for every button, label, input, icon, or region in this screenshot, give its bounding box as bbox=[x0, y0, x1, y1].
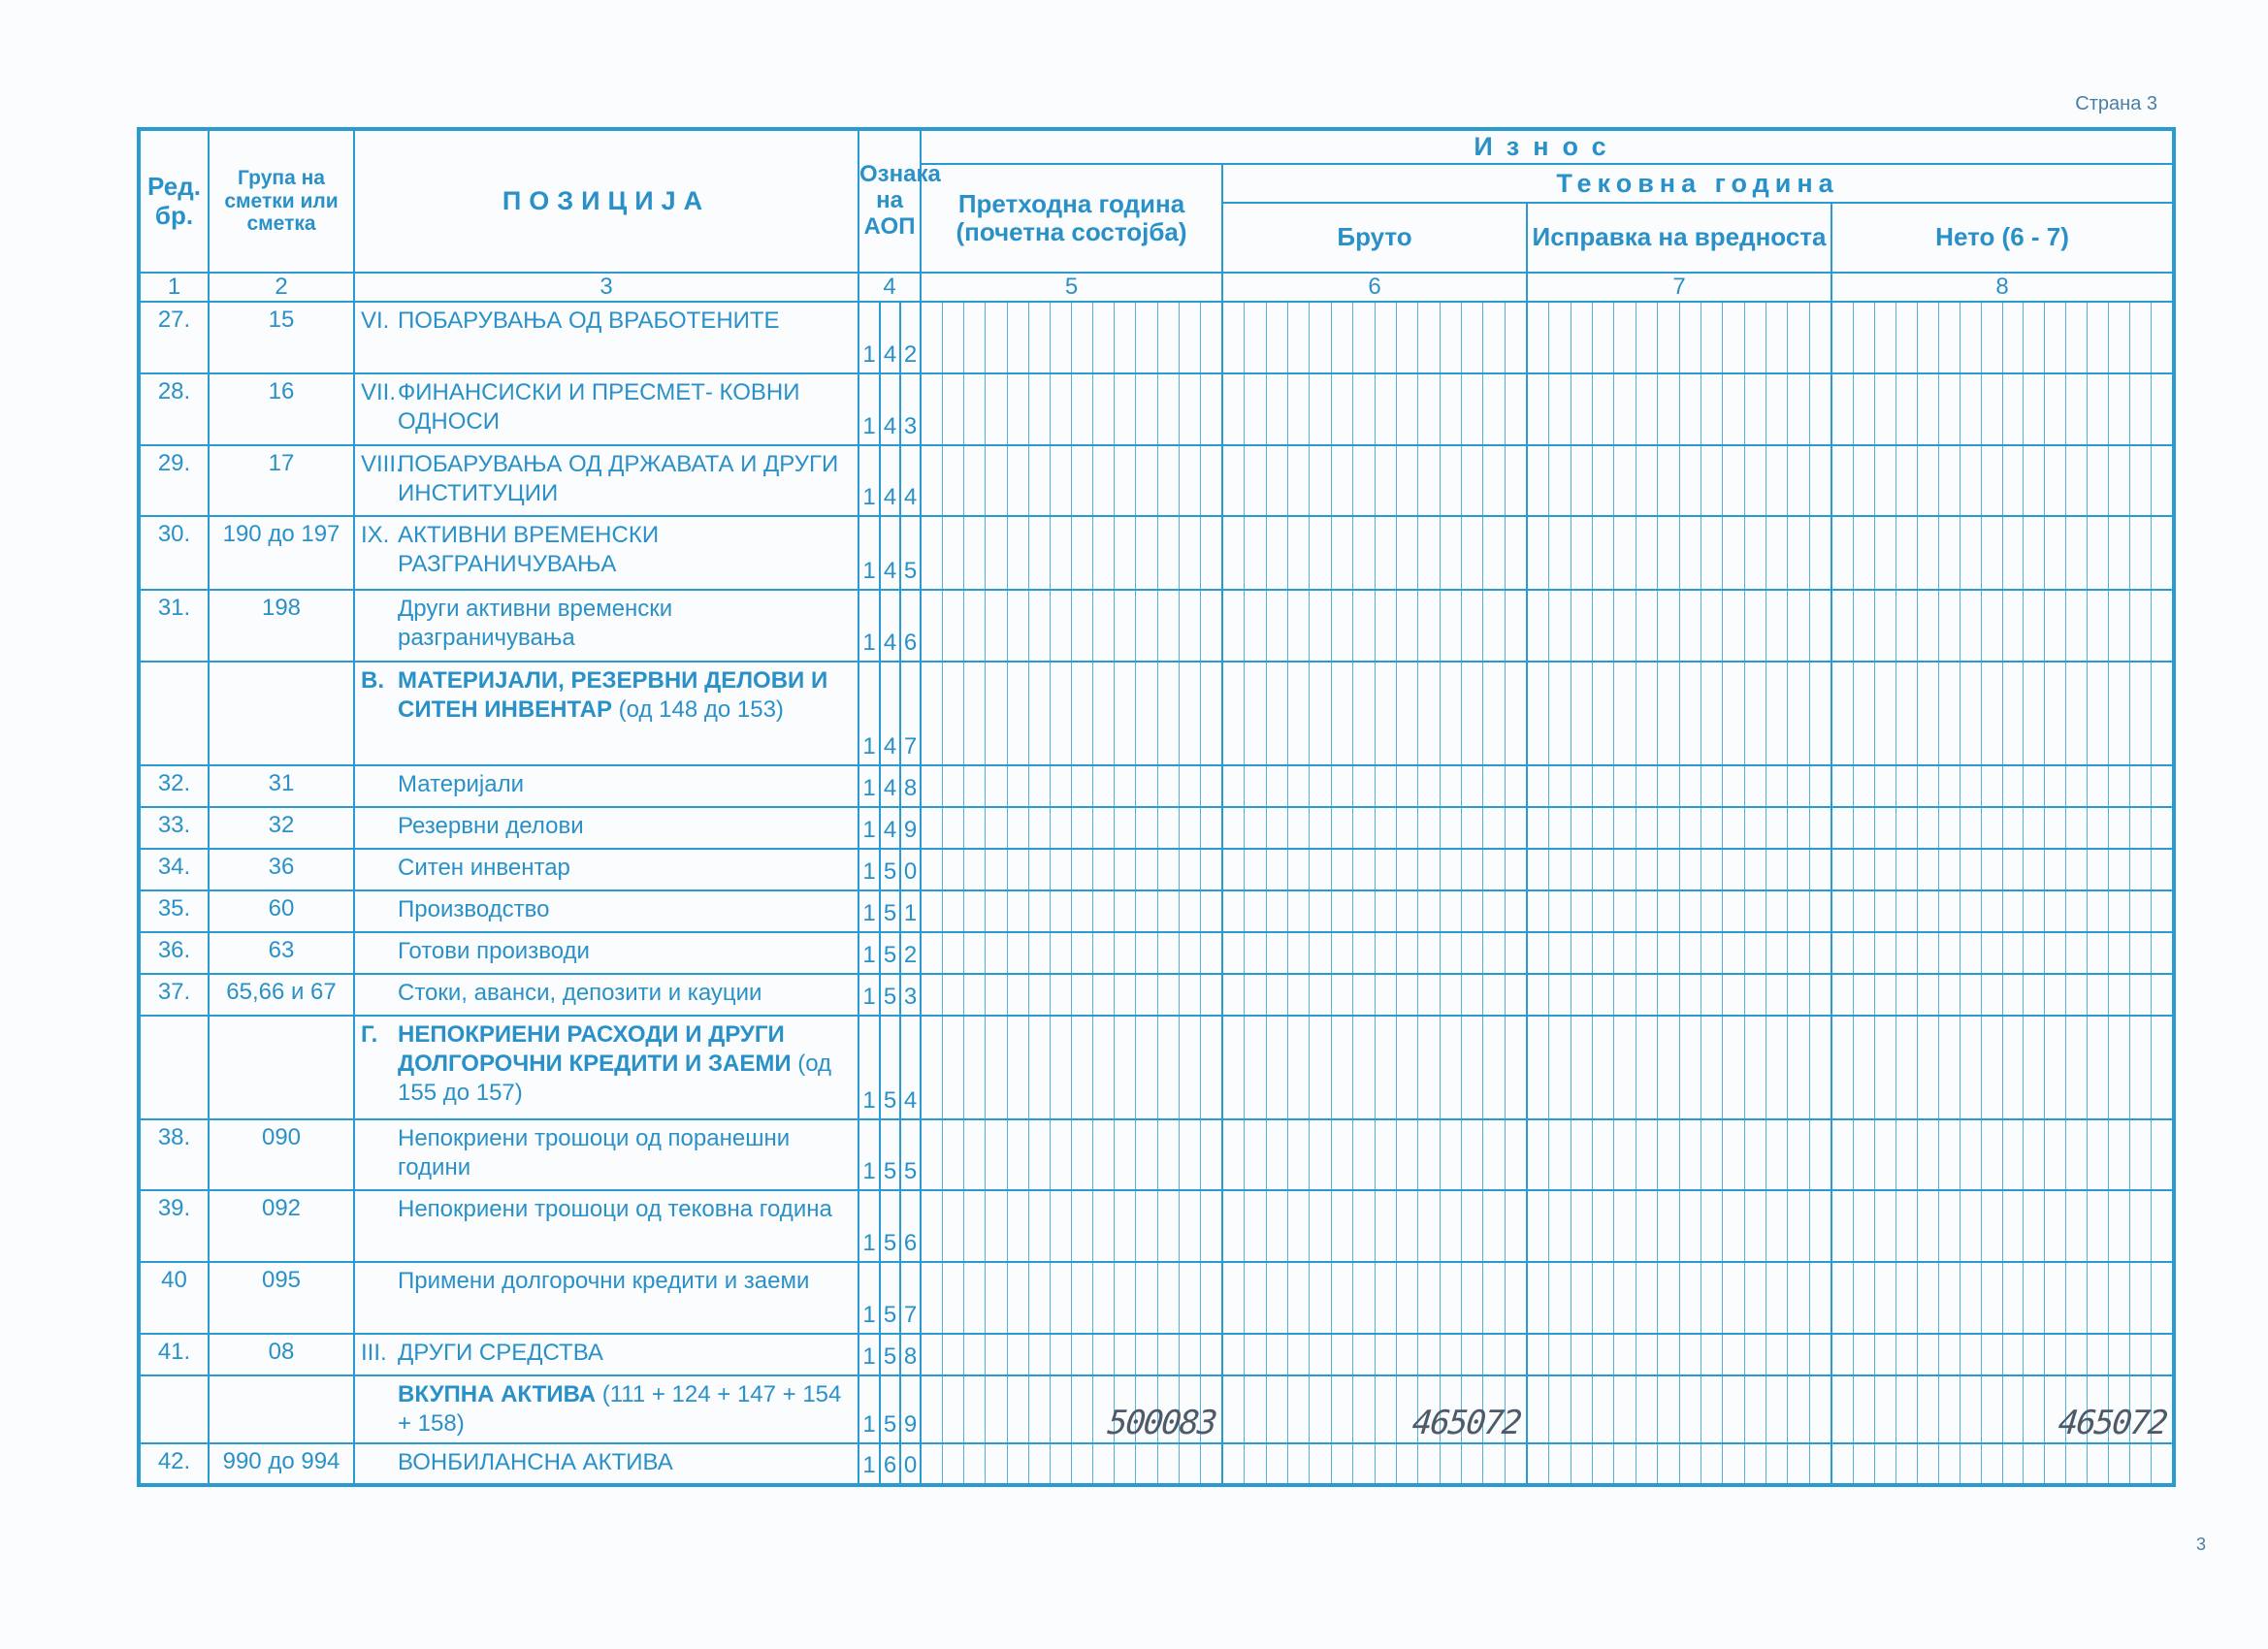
row-number bbox=[139, 1016, 209, 1119]
position-cell bbox=[354, 445, 859, 517]
account-group: 17 bbox=[209, 445, 354, 517]
aop-digit: 5 bbox=[880, 849, 900, 890]
position-cell bbox=[354, 890, 859, 932]
amount-previous-year[interactable] bbox=[921, 807, 1222, 849]
amount-neto[interactable] bbox=[1831, 590, 2174, 662]
aop-digit: 5 bbox=[880, 1190, 900, 1262]
amount-previous-year[interactable] bbox=[921, 1119, 1222, 1191]
position-text: Непокриени трошоци од тековна година bbox=[398, 1196, 832, 1223]
position-roman bbox=[361, 979, 398, 1008]
aop-digit: 4 bbox=[880, 590, 900, 662]
row-number: 38. bbox=[139, 1119, 209, 1191]
amount-bruto[interactable] bbox=[1222, 373, 1527, 445]
position-cell bbox=[354, 302, 859, 373]
amount-ispravka[interactable] bbox=[1527, 590, 1831, 662]
amount-ispravka[interactable] bbox=[1527, 765, 1831, 807]
amount-previous-year[interactable] bbox=[921, 662, 1222, 765]
aop-digit: 1 bbox=[859, 1443, 880, 1485]
page-label: Страна 3 bbox=[2075, 93, 2157, 114]
position-roman bbox=[361, 1124, 398, 1182]
table-row bbox=[139, 373, 2174, 445]
position-range: (111 + 124 + 147 + 154 + 158) bbox=[398, 1381, 842, 1438]
amount-bruto[interactable] bbox=[1222, 932, 1527, 974]
position-roman: VI. bbox=[361, 307, 390, 334]
table-row bbox=[139, 807, 2174, 849]
amount-neto[interactable] bbox=[1831, 1016, 2174, 1119]
amount-neto[interactable] bbox=[1831, 373, 2174, 445]
aop-digit: 5 bbox=[880, 1334, 900, 1375]
position-roman bbox=[361, 854, 398, 883]
account-group bbox=[209, 1375, 354, 1443]
amount-ispravka[interactable] bbox=[1527, 1016, 1831, 1119]
header-grupa: Група на сметки или сметка bbox=[209, 129, 354, 273]
row-number: 29. bbox=[139, 445, 209, 517]
aop-digit: 6 bbox=[880, 1443, 900, 1485]
position-text: Материјали bbox=[398, 770, 524, 797]
position-cell bbox=[354, 932, 859, 974]
amount-ispravka[interactable] bbox=[1527, 932, 1831, 974]
amount-bruto[interactable] bbox=[1222, 1119, 1527, 1191]
aop-digit: 7 bbox=[900, 662, 921, 765]
account-group: 36 bbox=[209, 849, 354, 890]
account-group: 15 bbox=[209, 302, 354, 373]
amount-neto[interactable] bbox=[1831, 932, 2174, 974]
position-cell bbox=[354, 1190, 859, 1262]
aop-digit: 1 bbox=[859, 1119, 880, 1191]
account-group: 092 bbox=[209, 1190, 354, 1262]
aop-digit: 1 bbox=[859, 765, 880, 807]
page-number: 3 bbox=[2195, 1535, 2206, 1554]
aop-digit: 5 bbox=[880, 1375, 900, 1443]
column-number: 1 bbox=[139, 273, 209, 302]
table-row bbox=[139, 1190, 2174, 1262]
amount-ispravka[interactable] bbox=[1527, 1375, 1831, 1443]
row-number: 30. bbox=[139, 516, 209, 590]
column-number-row bbox=[139, 273, 2174, 302]
row-number: 34. bbox=[139, 849, 209, 890]
position-text: ВОНБИЛАНСНА АКТИВА bbox=[398, 1448, 673, 1475]
position-cell bbox=[354, 1016, 859, 1119]
table-row bbox=[139, 890, 2174, 932]
account-group: 08 bbox=[209, 1334, 354, 1375]
aop-digit: 4 bbox=[880, 373, 900, 445]
aop-digit: 1 bbox=[859, 1375, 880, 1443]
aop-digit: 1 bbox=[859, 1262, 880, 1334]
amount-ispravka[interactable] bbox=[1527, 1190, 1831, 1262]
position-text: Примени долгорочни кредити и заеми bbox=[398, 1268, 810, 1295]
position-range: (од 155 до 157) bbox=[398, 1051, 832, 1106]
header-pozicija: ПОЗИЦИЈА bbox=[354, 129, 859, 273]
row-number: 28. bbox=[139, 373, 209, 445]
aop-digit: 6 bbox=[900, 590, 921, 662]
account-group: 095 bbox=[209, 1262, 354, 1334]
account-group: 63 bbox=[209, 932, 354, 974]
column-number: 7 bbox=[1527, 273, 1831, 302]
amount-ispravka[interactable] bbox=[1527, 1262, 1831, 1334]
aop-digit: 5 bbox=[880, 890, 900, 932]
amount-neto[interactable] bbox=[1831, 765, 2174, 807]
header-red-br: Ред. бр. bbox=[139, 129, 209, 273]
row-number: 31. bbox=[139, 590, 209, 662]
amount-neto[interactable] bbox=[1831, 974, 2174, 1016]
amount-ispravka[interactable] bbox=[1527, 1334, 1831, 1375]
position-cell bbox=[354, 662, 859, 765]
aop-digit: 4 bbox=[900, 1016, 921, 1119]
header-neto: Нето (6 - 7) bbox=[1831, 203, 2174, 273]
amount-previous-year[interactable] bbox=[921, 302, 1222, 373]
aop-digit: 4 bbox=[880, 807, 900, 849]
header-tekovna: Тековна година bbox=[1222, 164, 2174, 203]
amount-previous-year[interactable] bbox=[921, 890, 1222, 932]
position-cell bbox=[354, 516, 859, 590]
amount-bruto[interactable] bbox=[1222, 1375, 1527, 1443]
position-roman bbox=[361, 770, 398, 799]
amount-previous-year[interactable] bbox=[921, 1334, 1222, 1375]
amount-neto[interactable] bbox=[1831, 849, 2174, 890]
table-row bbox=[139, 1262, 2174, 1334]
row-number bbox=[139, 1375, 209, 1443]
amount-ispravka[interactable] bbox=[1527, 662, 1831, 765]
header-oznaka-aop: Ознака на АОП bbox=[859, 129, 921, 273]
amount-neto[interactable] bbox=[1831, 1119, 2174, 1191]
amount-previous-year[interactable] bbox=[921, 1262, 1222, 1334]
position-cell bbox=[354, 1334, 859, 1375]
position-cell bbox=[354, 590, 859, 662]
amount-bruto[interactable] bbox=[1222, 849, 1527, 890]
amount-ispravka[interactable] bbox=[1527, 890, 1831, 932]
position-roman bbox=[361, 1195, 398, 1224]
amount-previous-year[interactable] bbox=[921, 1016, 1222, 1119]
aop-digit: 5 bbox=[880, 974, 900, 1016]
amount-previous-year[interactable] bbox=[921, 849, 1222, 890]
position-cell bbox=[354, 849, 859, 890]
amount-bruto[interactable] bbox=[1222, 890, 1527, 932]
column-number: 2 bbox=[209, 273, 354, 302]
aop-digit: 1 bbox=[859, 373, 880, 445]
amount-previous-year[interactable] bbox=[921, 974, 1222, 1016]
aop-digit: 4 bbox=[880, 662, 900, 765]
amount-neto[interactable] bbox=[1831, 1262, 2174, 1334]
account-group: 198 bbox=[209, 590, 354, 662]
amount-bruto[interactable] bbox=[1222, 1334, 1527, 1375]
table-row bbox=[139, 302, 2174, 373]
amount-bruto[interactable] bbox=[1222, 445, 1527, 517]
aop-digit: 4 bbox=[880, 516, 900, 590]
amount-previous-year[interactable] bbox=[921, 1375, 1222, 1443]
position-text: НЕПОКРИЕНИ РАСХОДИ И ДРУГИ ДОЛГОРОЧНИ КРЕДИТИ И ЗАЕМИ bbox=[398, 1021, 792, 1077]
amount-ispravka[interactable] bbox=[1527, 849, 1831, 890]
account-group: 65,66 и 67 bbox=[209, 974, 354, 1016]
position-roman: Г. bbox=[361, 1021, 378, 1048]
aop-digit: 1 bbox=[859, 445, 880, 517]
row-number bbox=[139, 662, 209, 765]
position-cell bbox=[354, 1443, 859, 1485]
row-number: 32. bbox=[139, 765, 209, 807]
amount-bruto[interactable] bbox=[1222, 1443, 1527, 1485]
handwritten-amount: 465072 bbox=[1410, 1403, 1523, 1442]
position-text: ФИНАНСИСКИ И ПРЕСМЕТ- КОВНИ ОДНОСИ bbox=[398, 378, 800, 435]
position-roman: III. bbox=[361, 1340, 387, 1367]
amount-previous-year[interactable] bbox=[921, 1443, 1222, 1485]
column-number: 8 bbox=[1831, 273, 2174, 302]
aop-digit: 1 bbox=[859, 849, 880, 890]
table-row bbox=[139, 1375, 2174, 1443]
amount-bruto[interactable] bbox=[1222, 302, 1527, 373]
aop-digit: 1 bbox=[859, 662, 880, 765]
header-ispravka: Исправка на вредноста bbox=[1527, 203, 1831, 273]
amount-ispravka[interactable] bbox=[1527, 445, 1831, 517]
aop-digit: 1 bbox=[859, 1016, 880, 1119]
aop-digit: 0 bbox=[900, 1443, 921, 1485]
table-row bbox=[139, 1334, 2174, 1375]
row-number: 35. bbox=[139, 890, 209, 932]
row-number: 41. bbox=[139, 1334, 209, 1375]
position-text: Ситен инвентар bbox=[398, 854, 570, 881]
aop-digit: 2 bbox=[900, 932, 921, 974]
amount-ispravka[interactable] bbox=[1527, 807, 1831, 849]
position-cell bbox=[354, 765, 859, 807]
position-text: АКТИВНИ ВРЕМЕНСКИ РАЗГРАНИЧУВАЊА bbox=[398, 522, 660, 578]
amount-bruto[interactable] bbox=[1222, 516, 1527, 590]
aop-digit: 0 bbox=[900, 849, 921, 890]
table-row bbox=[139, 516, 2174, 590]
position-roman: IX. bbox=[361, 522, 390, 549]
position-roman bbox=[361, 1380, 398, 1439]
amount-bruto[interactable] bbox=[1222, 1190, 1527, 1262]
table-row bbox=[139, 590, 2174, 662]
amount-previous-year[interactable] bbox=[921, 1190, 1222, 1262]
position-text: ПОБАРУВАЊА ОД ДРЖАВАТА И ДРУГИ ИНСТИТУЦИИ bbox=[398, 450, 839, 506]
table-row bbox=[139, 662, 2174, 765]
amount-ispravka[interactable] bbox=[1527, 1119, 1831, 1191]
column-number: 3 bbox=[354, 273, 859, 302]
account-group: 090 bbox=[209, 1119, 354, 1191]
account-group: 31 bbox=[209, 765, 354, 807]
aop-digit: 3 bbox=[900, 373, 921, 445]
aop-digit: 2 bbox=[900, 302, 921, 373]
amount-neto[interactable] bbox=[1831, 807, 2174, 849]
aop-digit: 1 bbox=[859, 1334, 880, 1375]
position-cell bbox=[354, 1262, 859, 1334]
table-row bbox=[139, 1443, 2174, 1485]
account-group: 990 до 994 bbox=[209, 1443, 354, 1485]
aop-digit: 1 bbox=[859, 516, 880, 590]
amount-neto[interactable] bbox=[1831, 1443, 2174, 1485]
amount-ispravka[interactable] bbox=[1527, 373, 1831, 445]
position-text: Готови производи bbox=[398, 937, 590, 964]
row-number: 36. bbox=[139, 932, 209, 974]
header-bruto: Бруто bbox=[1222, 203, 1527, 273]
aop-digit: 9 bbox=[900, 807, 921, 849]
aop-digit: 9 bbox=[900, 1375, 921, 1443]
amount-neto[interactable] bbox=[1831, 1190, 2174, 1262]
header-prethodna: Претходна година (почетна состојба) bbox=[921, 164, 1222, 273]
aop-digit: 5 bbox=[900, 516, 921, 590]
position-cell bbox=[354, 974, 859, 1016]
account-group: 16 bbox=[209, 373, 354, 445]
position-text: ПОБАРУВАЊА ОД ВРАБОТЕНИТЕ bbox=[398, 307, 780, 334]
account-group: 190 до 197 bbox=[209, 516, 354, 590]
position-text: Други активни временски разграничувања bbox=[398, 596, 673, 652]
table-row bbox=[139, 974, 2174, 1016]
position-roman bbox=[361, 595, 398, 653]
amount-neto[interactable] bbox=[1831, 890, 2174, 932]
position-range: (од 148 до 153) bbox=[618, 696, 784, 724]
amount-ispravka[interactable] bbox=[1527, 1443, 1831, 1485]
table-row bbox=[139, 1016, 2174, 1119]
amount-neto[interactable] bbox=[1831, 1334, 2174, 1375]
amount-bruto[interactable] bbox=[1222, 1016, 1527, 1119]
row-number: 40 bbox=[139, 1262, 209, 1334]
amount-previous-year[interactable] bbox=[921, 445, 1222, 517]
table-row bbox=[139, 445, 2174, 517]
amount-bruto[interactable] bbox=[1222, 765, 1527, 807]
aop-digit: 5 bbox=[880, 1262, 900, 1334]
amount-ispravka[interactable] bbox=[1527, 974, 1831, 1016]
aop-digit: 5 bbox=[880, 1016, 900, 1119]
aop-digit: 1 bbox=[859, 590, 880, 662]
aop-digit: 5 bbox=[880, 1119, 900, 1191]
aop-digit: 7 bbox=[900, 1262, 921, 1334]
position-cell bbox=[354, 807, 859, 849]
row-number: 42. bbox=[139, 1443, 209, 1485]
header-iznos: Износ bbox=[921, 129, 2174, 164]
position-text: Непокриени трошоци од поранешни години bbox=[398, 1124, 791, 1180]
aop-digit: 4 bbox=[880, 445, 900, 517]
balance-sheet-table bbox=[137, 127, 2176, 1487]
position-cell bbox=[354, 1119, 859, 1191]
row-number: 33. bbox=[139, 807, 209, 849]
column-number: 4 bbox=[859, 273, 921, 302]
aop-digit: 1 bbox=[900, 890, 921, 932]
aop-digit: 4 bbox=[880, 765, 900, 807]
position-text: Производство bbox=[398, 895, 550, 922]
amount-bruto[interactable] bbox=[1222, 662, 1527, 765]
column-number: 6 bbox=[1222, 273, 1527, 302]
aop-digit: 4 bbox=[900, 445, 921, 517]
row-number: 37. bbox=[139, 974, 209, 1016]
position-roman: В. bbox=[361, 667, 384, 695]
aop-digit: 8 bbox=[900, 1334, 921, 1375]
row-number: 27. bbox=[139, 302, 209, 373]
position-roman bbox=[361, 812, 398, 841]
column-number: 5 bbox=[921, 273, 1222, 302]
aop-digit: 1 bbox=[859, 974, 880, 1016]
position-roman bbox=[361, 1267, 398, 1296]
handwritten-amount: 500083 bbox=[1106, 1403, 1218, 1442]
handwritten-amount: 465072 bbox=[2057, 1403, 2169, 1442]
aop-digit: 1 bbox=[859, 890, 880, 932]
table-row bbox=[139, 1119, 2174, 1191]
position-roman bbox=[361, 1448, 398, 1477]
amount-neto[interactable] bbox=[1831, 445, 2174, 517]
amount-previous-year[interactable] bbox=[921, 373, 1222, 445]
aop-digit: 1 bbox=[859, 932, 880, 974]
position-text: МАТЕРИЈАЛИ, РЕЗЕРВНИ ДЕЛОВИ И СИТЕН ИНВЕНТАР bbox=[398, 667, 828, 724]
amount-previous-year[interactable] bbox=[921, 590, 1222, 662]
aop-digit: 5 bbox=[900, 1119, 921, 1191]
position-text: ДРУГИ СРЕДСТВА bbox=[398, 1340, 603, 1367]
aop-digit: 1 bbox=[859, 1190, 880, 1262]
position-roman bbox=[361, 895, 398, 924]
table-row bbox=[139, 932, 2174, 974]
amount-previous-year[interactable] bbox=[921, 932, 1222, 974]
position-roman: VII. bbox=[361, 378, 397, 405]
table-row bbox=[139, 765, 2174, 807]
amount-bruto[interactable] bbox=[1222, 807, 1527, 849]
amount-neto[interactable] bbox=[1831, 302, 2174, 373]
position-cell bbox=[354, 373, 859, 445]
account-group bbox=[209, 662, 354, 765]
account-group: 60 bbox=[209, 890, 354, 932]
position-text: ВКУПНА АКТИВА bbox=[398, 1381, 597, 1408]
amount-bruto[interactable] bbox=[1222, 974, 1527, 1016]
aop-digit: 1 bbox=[859, 302, 880, 373]
amount-ispravka[interactable] bbox=[1527, 302, 1831, 373]
position-roman bbox=[361, 937, 398, 966]
position-cell bbox=[354, 1375, 859, 1443]
aop-digit: 3 bbox=[900, 974, 921, 1016]
aop-digit: 5 bbox=[880, 932, 900, 974]
position-roman: VIII. bbox=[361, 450, 403, 477]
amount-previous-year[interactable] bbox=[921, 516, 1222, 590]
table-row bbox=[139, 849, 2174, 890]
amount-previous-year[interactable] bbox=[921, 765, 1222, 807]
aop-digit: 8 bbox=[900, 765, 921, 807]
position-text: Стоки, аванси, депозити и кауции bbox=[398, 979, 762, 1006]
account-group: 32 bbox=[209, 807, 354, 849]
amount-bruto[interactable] bbox=[1222, 590, 1527, 662]
aop-digit: 1 bbox=[859, 807, 880, 849]
aop-digit: 6 bbox=[900, 1190, 921, 1262]
row-number: 39. bbox=[139, 1190, 209, 1262]
position-text: Резервни делови bbox=[398, 812, 584, 839]
amount-ispravka[interactable] bbox=[1527, 516, 1831, 590]
amount-bruto[interactable] bbox=[1222, 1262, 1527, 1334]
amount-neto[interactable] bbox=[1831, 1375, 2174, 1443]
amount-neto[interactable] bbox=[1831, 662, 2174, 765]
aop-digit: 4 bbox=[880, 302, 900, 373]
account-group bbox=[209, 1016, 354, 1119]
amount-neto[interactable] bbox=[1831, 516, 2174, 590]
